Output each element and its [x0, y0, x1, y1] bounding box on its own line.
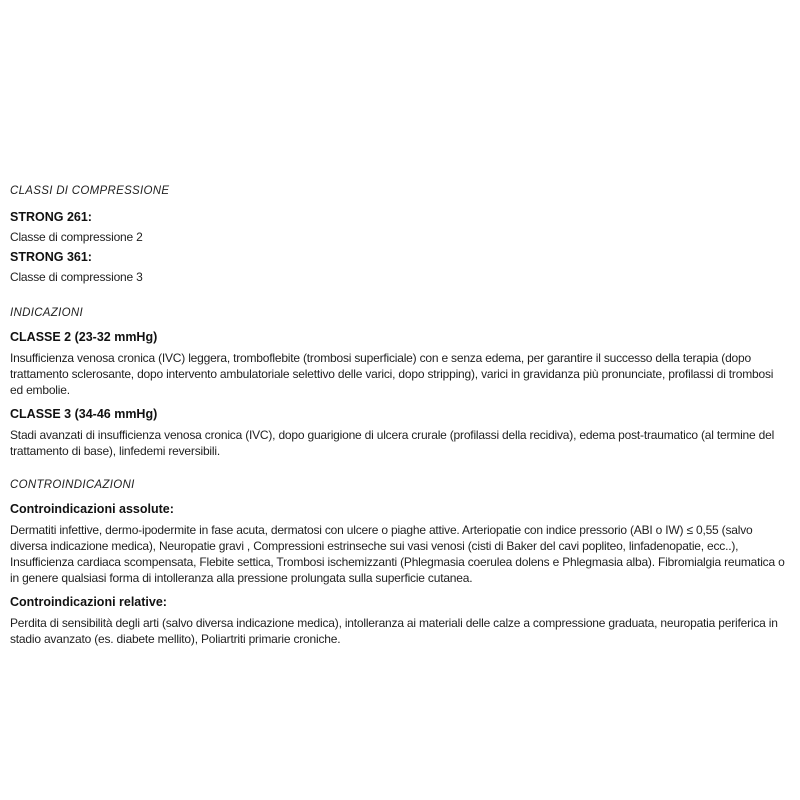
class-2-indications-text: Insufficienza venosa cronica (IVC) leggera, tromboflebite (trombosi superficiale) con e senza edema, per garantire il successo della terapia (dopo trattamento sclerosante, dopo intervento ambulatoriale selettivo delle varici, dopo stripping), varici in gravidanza più pronunciate, profilassi di trombosi ed embolie.	[10, 351, 774, 397]
product-class-strong-361: Classe di compressione 3	[10, 270, 143, 284]
product-name-strong-261: STRONG 261:	[10, 210, 92, 224]
section-heading-controindicazioni: CONTROINDICAZIONI	[10, 479, 135, 491]
section-heading-indicazioni: INDICAZIONI	[10, 307, 83, 319]
relative-contraindications-label: Controindicazioni relative:	[10, 595, 167, 609]
section-contraindications	[10, 475, 788, 647]
absolute-contraindications-label: Controindicazioni assolute:	[10, 502, 174, 516]
class-3-indications-text: Stadi avanzati di insufficienza venosa cronica (IVC), dopo guarigione di ulcera crurale (profilassi della recidiva), edema post-traumatico (al termine del trattamento di base), linfedemi reversibili.	[10, 428, 775, 458]
section-compression-classes	[10, 181, 788, 287]
section-heading-classi-di-compressione: CLASSI DI COMPRESSIONE	[10, 185, 170, 197]
class-3-label: CLASSE 3 (34-46 mmHg)	[10, 407, 158, 421]
section-indications	[10, 303, 788, 459]
product-name-strong-361: STRONG 361:	[10, 250, 92, 264]
relative-contraindications-text: Perdita di sensibilità degli arti (salvo diversa indicazione medica), intolleranza ai materiali delle calze a compressione graduata, neuropatia periferica in stadio avanzato (es. diabete mellito), Poliartriti primarie croniche.	[10, 616, 778, 646]
class-2-label: CLASSE 2 (23-32 mmHg)	[10, 330, 158, 344]
product-class-strong-261: Classe di compressione 2	[10, 230, 143, 244]
absolute-contraindications-text: Dermatiti infettive, dermo-ipodermite in fase acuta, dermatosi con ulcere o piaghe attive. Arteriopatie con indice pressorio (ABI o IW) ≤ 0,55 (salvo diversa indicazione medica), Neuropatie gravi , Compressioni estrinseche sui vasi venosi (cisti di Baker del cavi popliteo, linfadenopatie, ecc..), Insufficienza cardiaca scompensata, Flebite settica, Trombosi ischemizzanti (Phlegmasia coerulea dolens e Phlegmasia alba). Fibromialgia reumatica o in genere qualsiasi forma di intolleranza alla pressione prolungata sulla superficie cutanea.	[10, 523, 785, 585]
